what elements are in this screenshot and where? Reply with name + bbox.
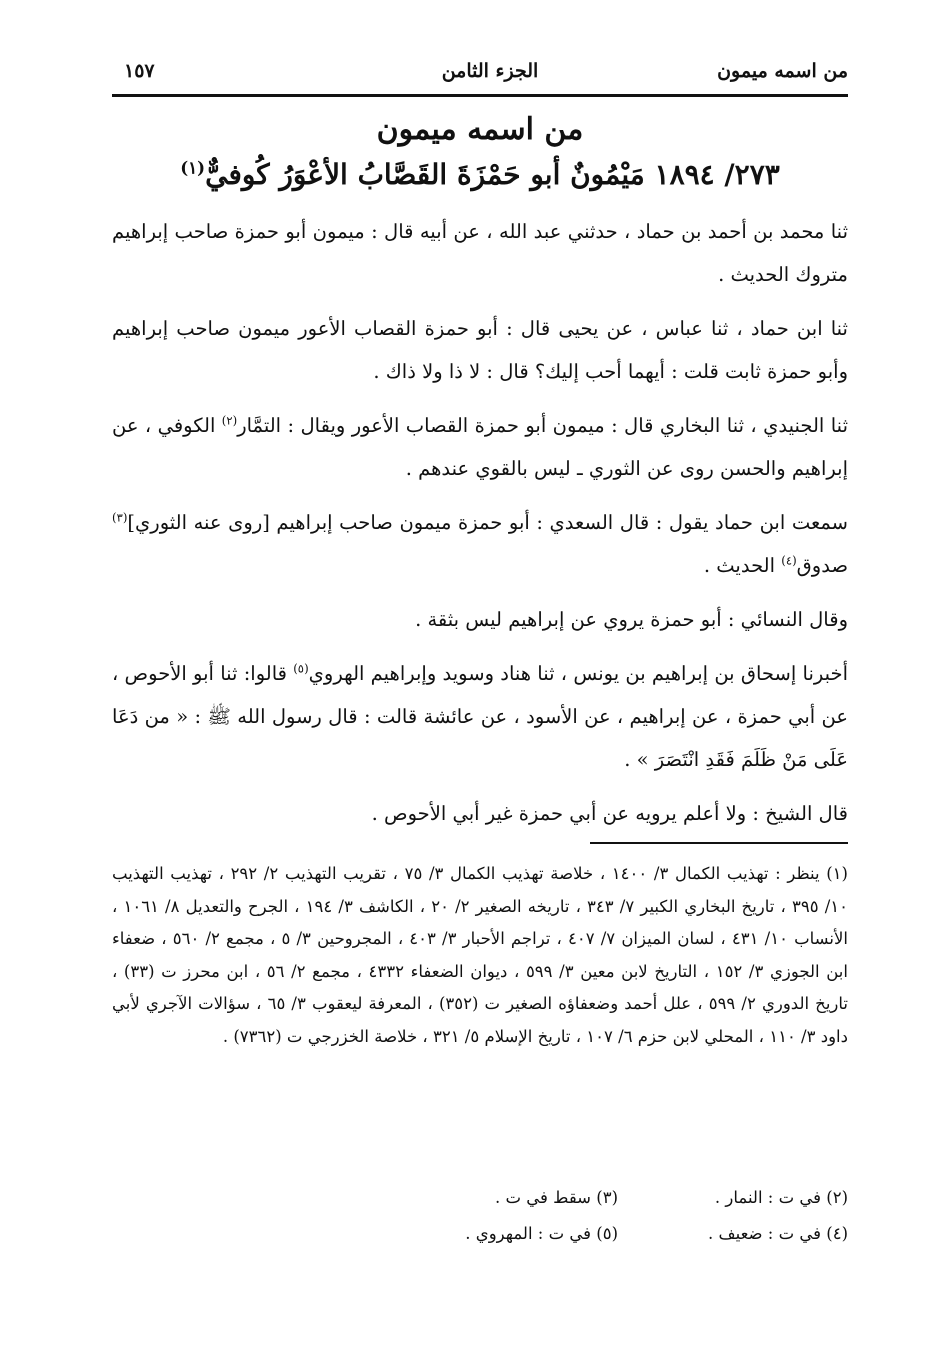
footnote-3: (٣) سقط في ت .	[495, 1188, 618, 1207]
paragraph-text: قالوا: ثنا أبو الأحوص ، عن أبي حمزة ، عن إبراهيم ، عن الأسود ، عن عائشة قالت : قال رسول الله ﷺ : « من دَعَا عَلَى مَنْ ظَلَمَ فَقَدِ انْتَصَرَ » .	[112, 662, 848, 771]
paragraph-text: أخبرنا إسحاق بن إبراهيم بن يونس ، ثنا هناد وسويد وإبراهيم الهروي	[308, 662, 848, 685]
footnote-ref: (٣)	[112, 510, 128, 525]
footnote-separator	[590, 842, 848, 844]
paragraph-text: صدوق	[796, 554, 848, 577]
paragraph: قال الشيخ : ولا أعلم يرويه عن أبي حمزة غير أبي الأحوص .	[371, 802, 848, 825]
footnote-ref: (٤)	[781, 553, 797, 568]
paragraph	[112, 404, 848, 490]
paragraph: وقال النسائي : أبو حمزة يروي عن إبراهيم ليس بثقة .	[415, 608, 848, 631]
footnote-ref: (٥)	[293, 661, 309, 676]
footnote-2: (٢) في ت : النمار .	[714, 1188, 848, 1207]
paragraph	[112, 501, 848, 587]
paragraph	[112, 652, 848, 781]
entry-title-text: ٢٧٣/ ١٨٩٤ مَيْمُونٌ أبو حَمْزَةَ القَصَّابُ الأعْوَرُ كُوفيٌّ	[205, 158, 780, 191]
paragraph: ثنا ابن حماد ، ثنا عباس ، عن يحيى قال : أبو حمزة القصاب الأعور ميمون صاحب إبراهيم وأبو حمزة ثابت قلت : أيهما أحب إليك؟ قال : لا ذا ولا ذاك .	[112, 317, 848, 383]
paragraph-text: سمعت ابن حماد يقول : قال السعدي : أبو حمزة ميمون صاحب إبراهيم [روى عنه الثوري]	[127, 511, 848, 534]
paragraph-text: ثنا الجنيدي ، ثنا البخاري قال : ميمون أبو حمزة القصاب الأعور ويقال : التمَّار	[237, 414, 848, 437]
section-title: من اسمه ميمون	[376, 112, 584, 147]
entry-body	[112, 210, 848, 846]
entry-footnote-ref: (١)	[180, 157, 206, 178]
page-number: ١٥٧	[124, 60, 155, 82]
footnote-row	[112, 1180, 848, 1216]
entry-title	[112, 158, 848, 191]
paragraph: ثنا محمد بن أحمد بن حماد ، حدثني عبد الله ، عن أبيه قال : ميمون أبو حمزة صاحب إبراهيم متروك الحديث .	[112, 220, 848, 286]
footnote-ref: (٢)	[221, 413, 238, 428]
footnote-row	[112, 1216, 848, 1252]
header-volume: الجزء الثامن	[441, 60, 539, 82]
footnote-grid	[112, 1180, 848, 1252]
header-section-name: من اسمه ميمون	[717, 60, 848, 82]
footnote-main: (١) ينظر : تهذيب الكمال ٣/ ١٤٠٠ ، خلاصة تهذيب الكمال ٣/ ٧٥ ، تقريب التهذيب ٢/ ٢٩٢ ، تهذيب التهذيب ١٠/ ٣٩٥ ، تاريخ البخاري الكبير ٧/ ٣٤٣ ، تاريخه الصغير ٢/ ٢٠ ، الكاشف ٣/ ١٩٤ ، الجرح والتعديل ٨/ ١٠٦١ ، الأنساب ١٠/ ٤٣١ ، لسان الميزان ٧/ ٤٠٧ ، تراجم الأحبار ٣/ ٤٠٣ ، المجروحين ٣/ ٥ ، مجمع ٢/ ٥٦٠ ، ضعفاء ابن الجوزي ٣/ ١٥٢ ، التاريخ لابن معين ٣/ ٥٩٩ ، ديوان الضعفاء ٤٣٣٢ ، مجمع ٢/ ٥٦ ، ابن محرز ت (٣٣) ، تاريخ الدوري ٢/ ٥٩٩ ، علل أحمد وضعفاؤه الصغير ت (٣٥٢) ، المعرفة ليعقوب ٣/ ٦٥ ، سؤالات الآجري لأبي داود ٣/ ١١٠ ، المحلي لابن حزم ٦/ ١٠٧ ، تاريخ الإسلام ٥/ ٣٢١ ، خلاصة الخزرجي ت (٧٣٦٢) .	[112, 864, 849, 1046]
footnotes	[112, 858, 848, 1053]
running-header	[112, 58, 848, 97]
footnote-4: (٤) في ت : ضعيف .	[708, 1224, 848, 1243]
paragraph-text: الحديث .	[703, 554, 782, 577]
footnote-5: (٥) في ت : المهروي .	[465, 1224, 618, 1243]
paragraph-text: الكوفي ، عن إبراهيم والحسن روى عن الثوري ـ ليس بالقوي عندهم .	[112, 414, 848, 480]
